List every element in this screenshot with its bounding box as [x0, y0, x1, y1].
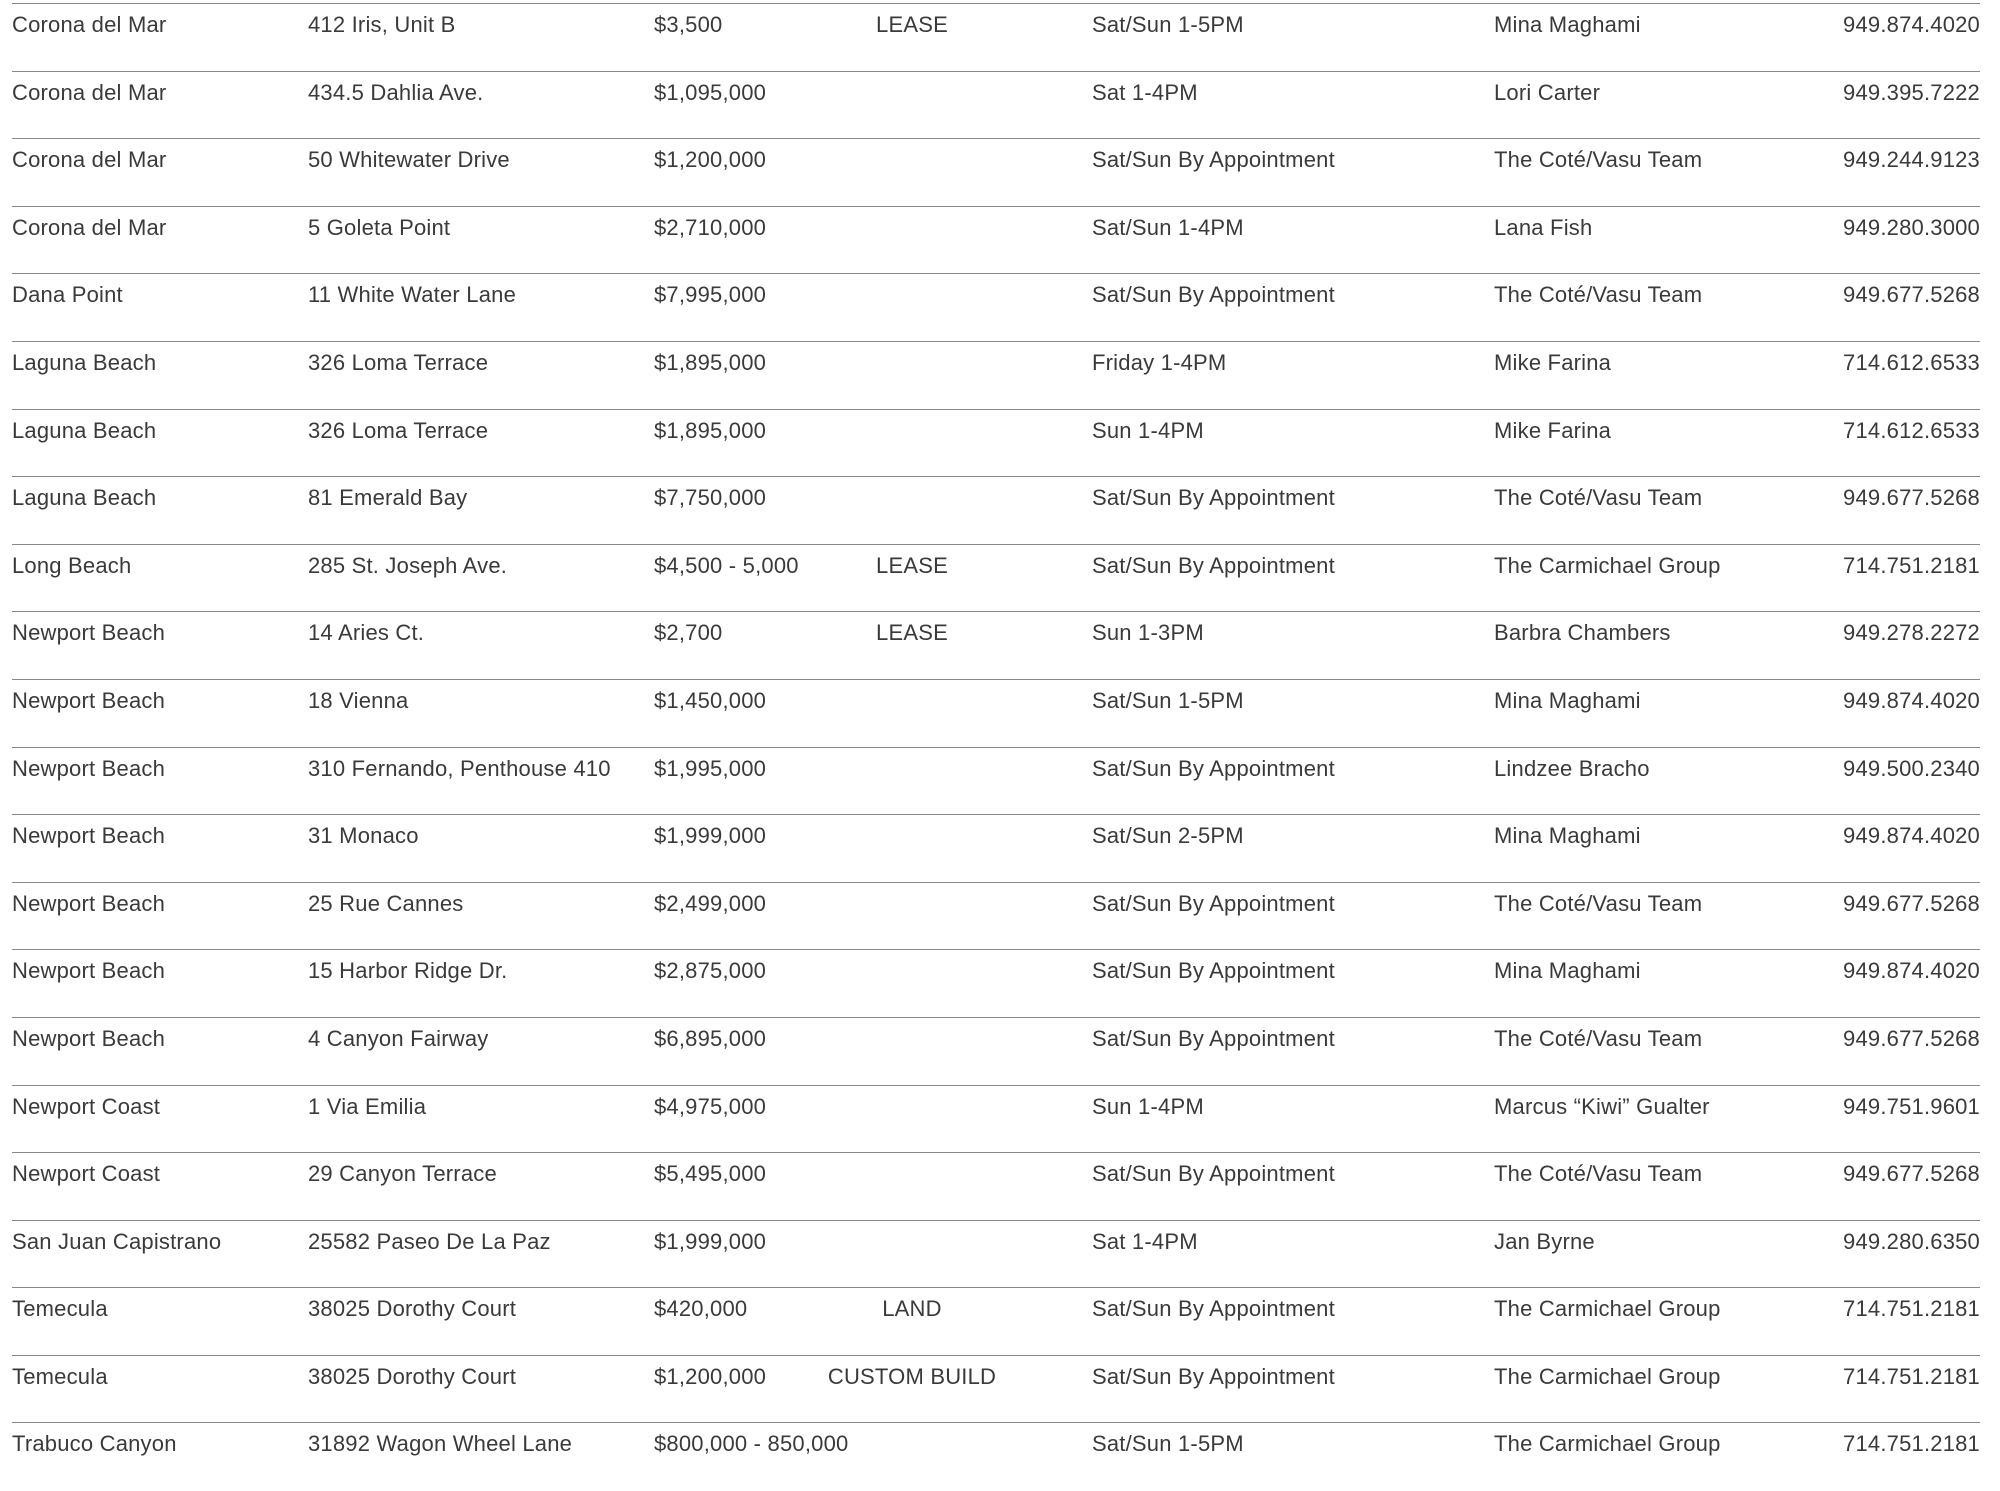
listing-hours: Sat/Sun 1-5PM: [1092, 687, 1244, 713]
listing-price: $4,975,000: [654, 1093, 767, 1119]
listing-agent: Jan Byrne: [1494, 1228, 1595, 1254]
listing-address: 25582 Paseo De La Paz: [308, 1228, 551, 1254]
listing-row: [12, 1423, 1980, 1491]
listing-price: $1,999,000: [654, 1228, 767, 1254]
open-house-listing-table: [12, 3, 1980, 1491]
listing-address: 14 Aries Ct.: [308, 620, 425, 646]
listing-city: Corona del Mar: [12, 12, 167, 37]
listing-phone: 949.874.4020: [1843, 12, 1980, 37]
listing-agent: Lana Fish: [1494, 214, 1593, 240]
listing-city: Laguna Beach: [12, 349, 157, 375]
listing-phone: 949.677.5268: [1843, 890, 1980, 916]
listing-phone: 714.751.2181: [1843, 552, 1980, 578]
listing-hours: Sat 1-4PM: [1092, 79, 1198, 105]
listing-phone: 714.612.6533: [1843, 349, 1980, 375]
listing-row: [12, 1288, 1980, 1356]
listing-row: [12, 950, 1980, 1018]
listing-address: 38025 Dorothy Court: [308, 1363, 517, 1389]
listing-phone: 714.751.2181: [1843, 1363, 1980, 1389]
listing-row: [12, 342, 1980, 410]
listing-city: Newport Beach: [12, 755, 166, 781]
listing-agent: Mina Maghami: [1494, 12, 1641, 37]
listing-city: Newport Beach: [12, 620, 166, 646]
listing-address: 31892 Wagon Wheel Lane: [308, 1431, 573, 1457]
listing-price: $1,450,000: [654, 687, 767, 713]
listing-row: [12, 477, 1980, 545]
listing-city: San Juan Capistrano: [12, 1228, 222, 1254]
listing-row: [12, 207, 1980, 275]
listing-hours: Friday 1-4PM: [1092, 349, 1227, 375]
listing-row: [12, 815, 1980, 883]
listing-agent: The Coté/Vasu Team: [1494, 890, 1703, 916]
listing-agent: The Coté/Vasu Team: [1494, 1161, 1703, 1187]
listing-phone: 714.751.2181: [1843, 1296, 1980, 1322]
listing-hours: Sat/Sun By Appointment: [1092, 755, 1335, 781]
listing-hours: Sun 1-3PM: [1092, 620, 1204, 646]
listing-hours: Sat/Sun By Appointment: [1092, 1296, 1335, 1322]
listing-type: LAND: [882, 1296, 942, 1322]
listing-agent: Lori Carter: [1494, 79, 1601, 105]
listing-address: 434.5 Dahlia Ave.: [308, 79, 484, 105]
listing-agent: The Coté/Vasu Team: [1494, 282, 1703, 308]
listing-city: Laguna Beach: [12, 417, 157, 443]
listing-address: 5 Goleta Point: [308, 214, 451, 240]
listing-phone: 949.244.9123: [1843, 147, 1980, 173]
listing-row: [12, 1018, 1980, 1086]
listing-hours: Sat/Sun By Appointment: [1092, 552, 1335, 578]
listing-price: $2,700: [654, 620, 723, 646]
listing-address: 4 Canyon Fairway: [308, 1025, 489, 1051]
listing-city: Temecula: [12, 1363, 108, 1389]
listing-hours: Sat/Sun 1-5PM: [1092, 1431, 1244, 1457]
listing-row: [12, 72, 1980, 140]
listing-city: Temecula: [12, 1296, 108, 1322]
listing-address: 29 Canyon Terrace: [308, 1161, 497, 1187]
listing-phone: 949.395.7222: [1843, 79, 1980, 105]
listing-city: Laguna Beach: [12, 485, 157, 511]
listing-phone: 949.677.5268: [1843, 1025, 1980, 1051]
listing-address: 50 Whitewater Drive: [308, 147, 510, 173]
listing-address: 1 Via Emilia: [308, 1093, 427, 1119]
listing-hours: Sat/Sun By Appointment: [1092, 485, 1335, 511]
listing-agent: Mina Maghami: [1494, 958, 1641, 984]
listing-city: Long Beach: [12, 552, 132, 578]
listing-type: CUSTOM BUILD: [827, 1363, 997, 1389]
listing-agent: Mike Farina: [1494, 349, 1612, 375]
listing-agent: Barbra Chambers: [1494, 620, 1671, 646]
listing-address: 11 White Water Lane: [308, 282, 517, 308]
listing-city: Corona del Mar: [12, 147, 167, 173]
listing-price: $1,895,000: [654, 349, 767, 375]
listing-phone: 949.874.4020: [1843, 823, 1980, 849]
listing-city: Corona del Mar: [12, 79, 167, 105]
listing-row: [12, 612, 1980, 680]
listing-address: 18 Vienna: [308, 687, 409, 713]
listing-city: Newport Beach: [12, 823, 166, 849]
listing-phone: 949.751.9601: [1843, 1093, 1980, 1119]
listing-phone: 949.874.4020: [1843, 687, 1980, 713]
listing-row: [12, 883, 1980, 951]
listing-address: 412 Iris, Unit B: [308, 12, 456, 37]
listing-agent: The Carmichael Group: [1494, 1296, 1721, 1322]
listing-agent: The Carmichael Group: [1494, 1431, 1721, 1457]
listing-phone: 949.677.5268: [1843, 1161, 1980, 1187]
listing-city: Dana Point: [12, 282, 123, 308]
listing-price: $420,000: [654, 1296, 748, 1322]
listing-row: [12, 139, 1980, 207]
listing-hours: Sat 1-4PM: [1092, 1228, 1198, 1254]
listing-hours: Sat/Sun By Appointment: [1092, 282, 1335, 308]
listing-row: [12, 1086, 1980, 1154]
listing-address: 285 St. Joseph Ave.: [308, 552, 508, 578]
listing-city: Newport Beach: [12, 1025, 166, 1051]
listing-hours: Sun 1-4PM: [1092, 1093, 1204, 1119]
listing-row: [12, 545, 1980, 613]
listing-agent: Lindzee Bracho: [1494, 755, 1650, 781]
listing-address: 31 Monaco: [308, 823, 419, 849]
listing-phone: 949.677.5268: [1843, 485, 1980, 511]
listing-address: 15 Harbor Ridge Dr.: [308, 958, 508, 984]
listing-row: [12, 1356, 1980, 1424]
listing-city: Newport Beach: [12, 890, 166, 916]
listing-row: [12, 680, 1980, 748]
listing-city: Newport Coast: [12, 1093, 161, 1119]
listing-price: $2,710,000: [654, 214, 767, 240]
listing-price: $1,995,000: [654, 755, 767, 781]
listing-city: Trabuco Canyon: [12, 1431, 177, 1457]
listing-hours: Sat/Sun By Appointment: [1092, 1161, 1335, 1187]
listing-agent: The Carmichael Group: [1494, 552, 1721, 578]
listing-hours: Sat/Sun 1-5PM: [1092, 12, 1244, 37]
listing-price: $7,750,000: [654, 485, 767, 511]
listing-row: [12, 748, 1980, 816]
listing-row: [12, 1221, 1980, 1289]
listing-hours: Sat/Sun 1-4PM: [1092, 214, 1244, 240]
listing-row: [12, 274, 1980, 342]
listing-type: LEASE: [876, 12, 948, 37]
listing-city: Newport Beach: [12, 687, 166, 713]
listing-agent: The Coté/Vasu Team: [1494, 147, 1703, 173]
listing-address: 25 Rue Cannes: [308, 890, 464, 916]
listing-price: $2,499,000: [654, 890, 767, 916]
listing-phone: 949.874.4020: [1843, 958, 1980, 984]
listing-agent: The Carmichael Group: [1494, 1363, 1721, 1389]
listing-price: $1,200,000: [654, 147, 767, 173]
listing-address: 326 Loma Terrace: [308, 349, 489, 375]
listing-row: [12, 1153, 1980, 1221]
listing-price: $4,500 - 5,000: [654, 552, 799, 578]
listing-agent: Mina Maghami: [1494, 687, 1641, 713]
listing-price: $5,495,000: [654, 1161, 767, 1187]
listing-hours: Sat/Sun By Appointment: [1092, 1025, 1335, 1051]
listing-price: $800,000 - 850,000: [654, 1431, 849, 1457]
listing-price: $1,999,000: [654, 823, 767, 849]
listing-city: Corona del Mar: [12, 214, 167, 240]
listing-hours: Sun 1-4PM: [1092, 417, 1204, 443]
listing-address: 38025 Dorothy Court: [308, 1296, 517, 1322]
listing-hours: Sat/Sun By Appointment: [1092, 147, 1335, 173]
listing-price: $1,095,000: [654, 79, 767, 105]
listing-address: 326 Loma Terrace: [308, 417, 489, 443]
listing-phone: 949.500.2340: [1843, 755, 1980, 781]
listing-phone: 949.677.5268: [1843, 282, 1980, 308]
listing-hours: Sat/Sun By Appointment: [1092, 958, 1335, 984]
listing-price: $7,995,000: [654, 282, 767, 308]
listing-city: Newport Coast: [12, 1161, 161, 1187]
listing-agent: The Coté/Vasu Team: [1494, 485, 1703, 511]
listing-price: $2,875,000: [654, 958, 767, 984]
listing-address: 310 Fernando, Penthouse 410: [308, 755, 611, 781]
listing-type: LEASE: [876, 620, 948, 646]
listing-price: $1,200,000: [654, 1363, 767, 1389]
listing-hours: Sat/Sun 2-5PM: [1092, 823, 1244, 849]
listing-row: [12, 4, 1980, 72]
listing-price: $3,500: [654, 12, 723, 37]
listing-row: [12, 410, 1980, 478]
listing-type: LEASE: [876, 552, 948, 578]
listing-agent: Marcus “Kiwi” Gualter: [1494, 1093, 1710, 1119]
listing-phone: 714.751.2181: [1843, 1431, 1980, 1457]
listing-phone: 949.280.3000: [1843, 214, 1980, 240]
listing-phone: 949.280.6350: [1843, 1228, 1980, 1254]
listing-phone: 949.278.2272: [1843, 620, 1980, 646]
listing-price: $6,895,000: [654, 1025, 767, 1051]
listing-address: 81 Emerald Bay: [308, 485, 468, 511]
listing-agent: Mike Farina: [1494, 417, 1612, 443]
listing-price: $1,895,000: [654, 417, 767, 443]
listing-hours: Sat/Sun By Appointment: [1092, 1363, 1335, 1389]
listing-agent: Mina Maghami: [1494, 823, 1641, 849]
listing-agent: The Coté/Vasu Team: [1494, 1025, 1703, 1051]
listing-hours: Sat/Sun By Appointment: [1092, 890, 1335, 916]
listing-city: Newport Beach: [12, 958, 166, 984]
listing-phone: 714.612.6533: [1843, 417, 1980, 443]
